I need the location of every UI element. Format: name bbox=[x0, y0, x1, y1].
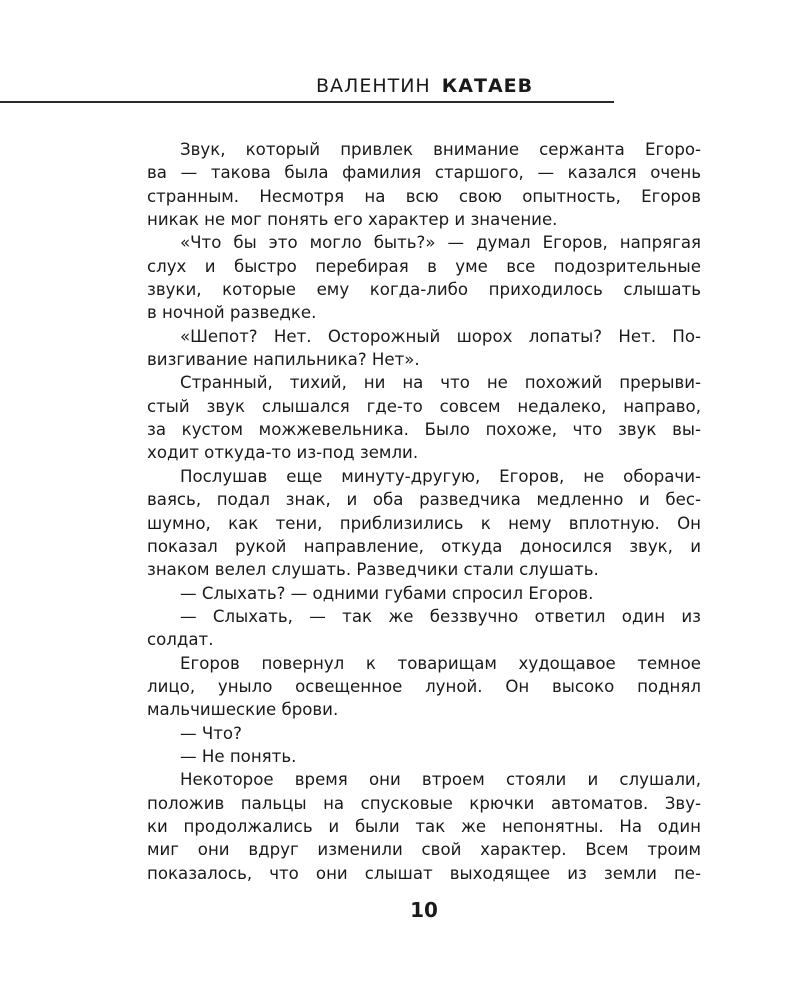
text-line: — Слыхать? — одними губами спросил Егоров. bbox=[180, 583, 594, 603]
text-line: солдат. bbox=[147, 630, 214, 650]
text-line: — Что? bbox=[180, 723, 242, 743]
text-line: показалось, что они слышат выходящее из земли пе- bbox=[147, 863, 701, 883]
text-line: за кустом можжевельника. Было похоже, что звук вы- bbox=[147, 420, 701, 440]
text-line: ходит откуда-то из-под земли. bbox=[147, 443, 419, 463]
author-first-name: ВАЛЕНТИН bbox=[316, 75, 431, 97]
text-line: знаком велел слушать. Разведчики стали слушать. bbox=[147, 560, 599, 580]
author-last-name: КАТАЕВ bbox=[441, 75, 534, 97]
text-line: ваясь, подал знак, и оба разведчика медленно и бес- bbox=[147, 490, 701, 510]
text-line: «Что бы это могло быть?» — думал Егоров, напрягая bbox=[180, 233, 701, 253]
text-line: визгивание напильника? Нет». bbox=[147, 350, 420, 370]
text-line: Послушав еще минуту-другую, Егоров, не оборачи- bbox=[180, 466, 701, 486]
text-line: ки продолжались и были так же непонятны. На один bbox=[147, 816, 701, 836]
text-line: никак не мог понять его характер и значение. bbox=[147, 210, 558, 230]
text-line: лицо, уныло освещенное луной. Он высоко поднял bbox=[147, 676, 701, 696]
text-line: положив пальцы на спусковые крючки автоматов. Зву- bbox=[147, 793, 701, 813]
text-line: миг они вдруг изменили свой характер. Всем троим bbox=[147, 840, 701, 860]
header-rule bbox=[0, 101, 614, 103]
text-line: стый звук слышался где-то совсем недалеко, направо, bbox=[147, 396, 701, 416]
text-line: мальчишеские брови. bbox=[147, 700, 339, 720]
text-line: шумно, как тени, приблизились к нему вплотную. Он bbox=[147, 513, 701, 533]
text-line: в ночной разведке. bbox=[147, 303, 317, 323]
text-line: — Слыхать, — так же беззвучно ответил один из bbox=[180, 606, 701, 626]
text-line: Некоторое время они втроем стояли и слушали, bbox=[180, 770, 701, 790]
text-line: ва — такова была фамилия старшого, — казался очень bbox=[147, 163, 701, 183]
text-line: Странный, тихий, ни на что не похожий прерыви- bbox=[180, 373, 701, 393]
text-line: Звук, который привлек внимание сержанта Егоро- bbox=[180, 140, 701, 159]
text-line: — Не понять. bbox=[180, 746, 297, 766]
text-line: показал рукой направление, откуда доносился звук, и bbox=[147, 536, 701, 556]
text-line: Егоров повернул к товарищам худощавое темное bbox=[180, 653, 701, 673]
text-line: слух и быстро перебирая в уме все подозрительные bbox=[147, 256, 701, 276]
page-number: 10 bbox=[410, 898, 438, 922]
running-header bbox=[316, 75, 533, 97]
text-line: «Шепот? Нет. Осторожный шорох лопаты? Нет. По- bbox=[180, 326, 701, 346]
text-line: странным. Несмотря на всю свою опытность, Егоров bbox=[147, 186, 701, 206]
body-text bbox=[147, 138, 701, 885]
text-line: звуки, которые ему когда-либо приходилось слышать bbox=[147, 280, 701, 300]
